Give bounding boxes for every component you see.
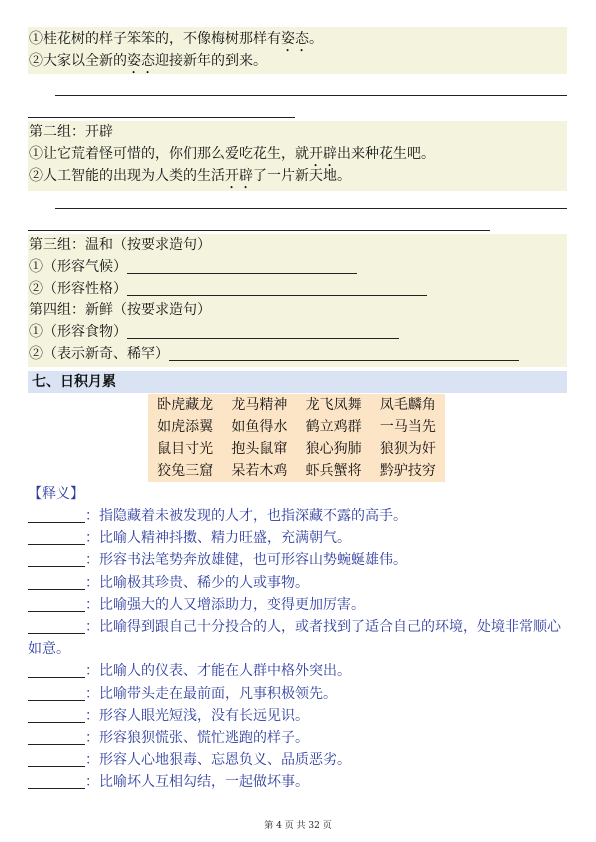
idiom-cell: 鹤立鸡群 bbox=[305, 419, 362, 435]
group4-title: 第四组：新鲜（按要求造句） bbox=[29, 302, 211, 318]
answer-blank bbox=[28, 662, 85, 678]
answer-blank bbox=[28, 507, 85, 523]
idiom-cell: 抱头鼠窜 bbox=[231, 441, 288, 457]
idiom-cell: 呆若木鸡 bbox=[231, 463, 288, 479]
group4-item-2 bbox=[29, 343, 519, 365]
sentence-text: ①让它荒着怪可惜的，你们那么爱吃花生，就 bbox=[29, 146, 309, 162]
page-footer: 第 4 页 共 32 页 bbox=[264, 821, 332, 831]
answer-blank bbox=[28, 529, 85, 545]
definition-text: ：比喻人的仪表、才能在人群中格外突出。 bbox=[85, 663, 351, 680]
group3-title: 第三组：温和（按要求造句） bbox=[29, 237, 211, 253]
sentence-text: 出来种花生吧。 bbox=[337, 146, 435, 162]
explain-title: 【释义】 bbox=[28, 486, 84, 502]
idiom-cell: 卧虎藏龙 bbox=[157, 397, 214, 413]
answer-blank bbox=[127, 323, 399, 339]
group2-sentence-2 bbox=[29, 165, 351, 187]
idiom-cell: 黔驴技穷 bbox=[379, 463, 436, 479]
definition-text: ：比喻得到跟自己十分投合的人，或者找到了适合自己的环境，处境非常顺心如意。 bbox=[28, 619, 561, 658]
idiom-cell: 龙飞凤舞 bbox=[305, 397, 362, 413]
definition-text: ：指隐藏着未被发现的人才，也指深藏不露的高手。 bbox=[85, 508, 407, 524]
answer-blank bbox=[127, 280, 427, 296]
key-word: 姿态 bbox=[127, 53, 155, 69]
idiom-cell: 如虎添翼 bbox=[157, 419, 214, 435]
idiom-cell: 虾兵蟹将 bbox=[305, 463, 362, 479]
definition-text: ：形容狼狈慌张、慌忙逃跑的样子。 bbox=[85, 730, 309, 747]
item-label: ②（形容性格） bbox=[29, 281, 127, 297]
answer-blank bbox=[28, 773, 85, 789]
answer-blank bbox=[28, 618, 85, 634]
definition-item bbox=[28, 616, 567, 660]
answer-blank bbox=[169, 345, 519, 361]
definition-item bbox=[28, 771, 567, 793]
key-word: 开辟 bbox=[225, 168, 253, 184]
definition-item bbox=[28, 594, 567, 616]
group3-item-1 bbox=[29, 256, 357, 278]
sentence-text: ②人工智能的出现为人类的生活 bbox=[29, 168, 225, 184]
definition-list bbox=[28, 505, 567, 794]
answer-blank bbox=[28, 707, 85, 723]
idiom-cell: 龙马精神 bbox=[231, 397, 288, 413]
sentence-text: 迎接新年的到来。 bbox=[155, 53, 267, 69]
definition-item bbox=[28, 660, 567, 682]
answer-line bbox=[28, 230, 490, 231]
definition-item bbox=[28, 572, 567, 594]
answer-line bbox=[28, 117, 295, 118]
definition-item bbox=[28, 505, 567, 527]
answer-line bbox=[55, 208, 567, 209]
item-label: ①（形容食物） bbox=[29, 324, 127, 340]
definition-text: ：形容人心地狠毒、忘恩负义、品质恶劣。 bbox=[85, 752, 351, 769]
answer-blank bbox=[127, 258, 357, 274]
answer-blank bbox=[28, 685, 85, 701]
section7-title: 七、日积月累 bbox=[28, 371, 567, 393]
definition-item bbox=[28, 749, 567, 771]
answer-blank bbox=[28, 551, 85, 567]
definition-item bbox=[28, 727, 567, 749]
answer-line bbox=[55, 95, 567, 96]
group2-sentence-1 bbox=[29, 143, 435, 165]
sentence-text: 了一片新天地。 bbox=[253, 168, 351, 184]
group2-title: 第二组：开辟 bbox=[29, 124, 113, 140]
group1-sentence-1 bbox=[29, 28, 323, 50]
definition-text: ：比喻极其珍贵、稀少的人或事物。 bbox=[85, 574, 309, 591]
key-word: 开辟 bbox=[309, 146, 337, 162]
definition-text: ：比喻人精神抖擞、精力旺盛，充满朝气。 bbox=[85, 530, 351, 547]
definition-item bbox=[28, 683, 567, 705]
definition-text: ：形容人眼光短浅，没有长远见识。 bbox=[85, 707, 309, 724]
group3-item-2 bbox=[29, 278, 427, 300]
item-label: ②（表示新奇、稀罕） bbox=[29, 346, 169, 362]
definition-item bbox=[28, 527, 567, 549]
idiom-cell: 狼心狗肺 bbox=[305, 441, 362, 457]
definition-item bbox=[28, 549, 567, 571]
idiom-cell: 狡兔三窟 bbox=[157, 463, 214, 479]
answer-blank bbox=[28, 574, 85, 590]
definition-text: ：形容书法笔势奔放雄健，也可形容山势蜿蜒雄伟。 bbox=[85, 552, 407, 569]
idiom-cell: 凤毛麟角 bbox=[379, 397, 436, 413]
sentence-text: ②大家以全新的 bbox=[29, 53, 127, 69]
definition-item bbox=[28, 705, 567, 727]
idiom-table bbox=[148, 394, 445, 482]
item-label: ①（形容气候） bbox=[29, 259, 127, 275]
key-word: 姿态 bbox=[281, 31, 309, 47]
idiom-cell: 如鱼得水 bbox=[231, 419, 288, 435]
definition-text: ：比喻强大的人又增添助力，变得更加厉害。 bbox=[85, 596, 365, 613]
definition-text: ：比喻带头走在最前面，凡事积极领先。 bbox=[85, 685, 337, 702]
sentence-text: 。 bbox=[309, 31, 323, 47]
idiom-cell: 鼠目寸光 bbox=[157, 441, 214, 457]
idiom-cell: 狼狈为奸 bbox=[379, 441, 436, 457]
idiom-cell: 一马当先 bbox=[379, 419, 436, 435]
answer-blank bbox=[28, 751, 85, 767]
group1-sentence-2 bbox=[29, 50, 267, 72]
answer-blank bbox=[28, 596, 85, 612]
group4-item-1 bbox=[29, 321, 399, 343]
definition-text: ：比喻坏人互相勾结，一起做坏事。 bbox=[85, 774, 309, 791]
answer-blank bbox=[28, 729, 85, 745]
sentence-text: ①桂花树的样子笨笨的，不像梅树那样有 bbox=[29, 31, 281, 47]
